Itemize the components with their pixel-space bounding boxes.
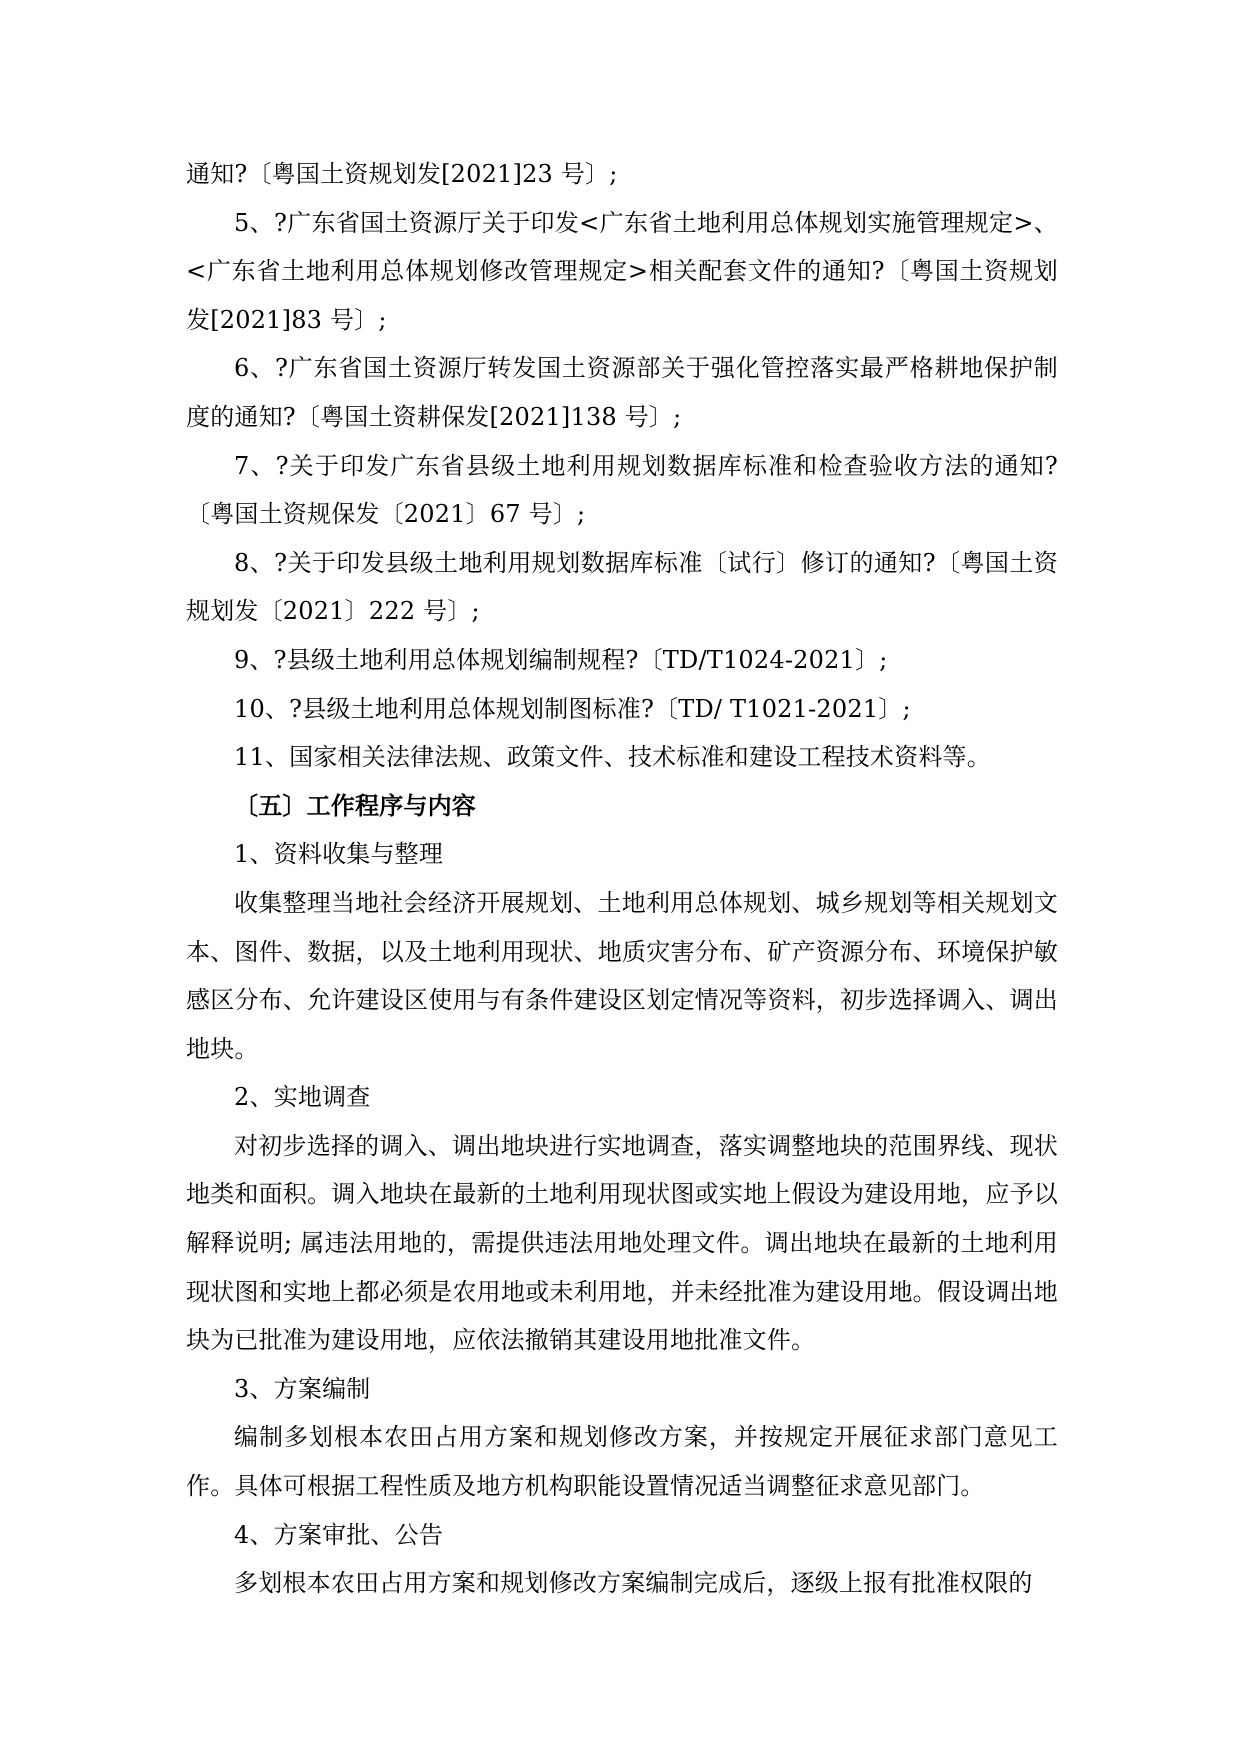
paragraph-plan-compilation: 编制多划根本农田占用方案和规划修改方案，并按规定开展征求部门意见工作。具体可根据工程性质及地方机构职能设置情况适当调整征求意见部门。: [186, 1423, 1058, 1501]
document-page: [186, 150, 1058, 1608]
paragraph-field-survey: 对初步选择的调入、调出地块进行实地调查，落实调整地块的范围界线、现状地类和面积。调入地块在最新的土地利用现状图或实地上假设为建设用地，应予以解释说明; 属违法用地的，需提供违法用地处理文件。调出地块在最新的土地利用现状图和实地上都必须是农用地或未利用地，并未经批准为建设用地。假设调出地块为已批准为建设用地，应依法撤销其建设用地批准文件。: [186, 1131, 1058, 1355]
subheading-approval: 4、方案审批、公告: [234, 1520, 444, 1549]
subheading-field-survey: 2、实地调查: [234, 1083, 371, 1112]
list-item-7: 7、?关于印发广东省县级土地利用规划数据库标准和检查验收方法的通知?〔粤国土资规保发〔2021〕67 号〕;: [186, 451, 1058, 529]
list-item-11: 11、国家相关法律法规、政策文件、技术标准和建设工程技术资料等。: [234, 743, 991, 772]
list-item-8: 8、?关于印发县级土地利用规划数据库标准〔试行〕修订的通知?〔粤国土资规划发〔2021〕222 号〕;: [186, 548, 1058, 626]
list-item-9: 9、?县级土地利用总体规划编制规程?〔TD/T1024-2021〕;: [234, 645, 888, 674]
section-heading: 〔五〕工作程序与内容: [234, 791, 476, 820]
list-item-10: 10、?县级土地利用总体规划制图标准?〔TD/ T1021-2021〕;: [234, 694, 911, 723]
paragraph-data-collection: 收集整理当地社会经济开展规划、土地利用总体规划、城乡规划等相关规划文本、图件、数据，以及土地利用现状、地质灾害分布、矿产资源分布、环境保护敏感区分布、允许建设区使用与有条件建设区划定情况等资料，初步选择调入、调出地块。: [186, 888, 1058, 1063]
subheading-data-collection: 1、资料收集与整理: [234, 840, 444, 869]
paragraph-approval: 多划根本农田占用方案和规划修改方案编制完成后，逐级上报有批准权限的: [234, 1569, 1033, 1598]
list-item-5: 5、?广东省国土资源厅关于印发<广东省土地利用总体规划实施管理规定>、<广东省土地利用总体规划修改管理规定>相关配套文件的通知?〔粤国土资规划发[2021]83 号〕;: [186, 208, 1058, 334]
subheading-plan-compilation: 3、方案编制: [234, 1374, 371, 1403]
list-item-6: 6、?广东省国土资源厅转发国土资源部关于强化管控落实最严格耕地保护制度的通知?〔粤国土资耕保发[2021]138 号〕;: [186, 354, 1058, 431]
paragraph-notice-tail: 通知?〔粤国土资规划发[2021]23 号〕;: [186, 160, 618, 188]
